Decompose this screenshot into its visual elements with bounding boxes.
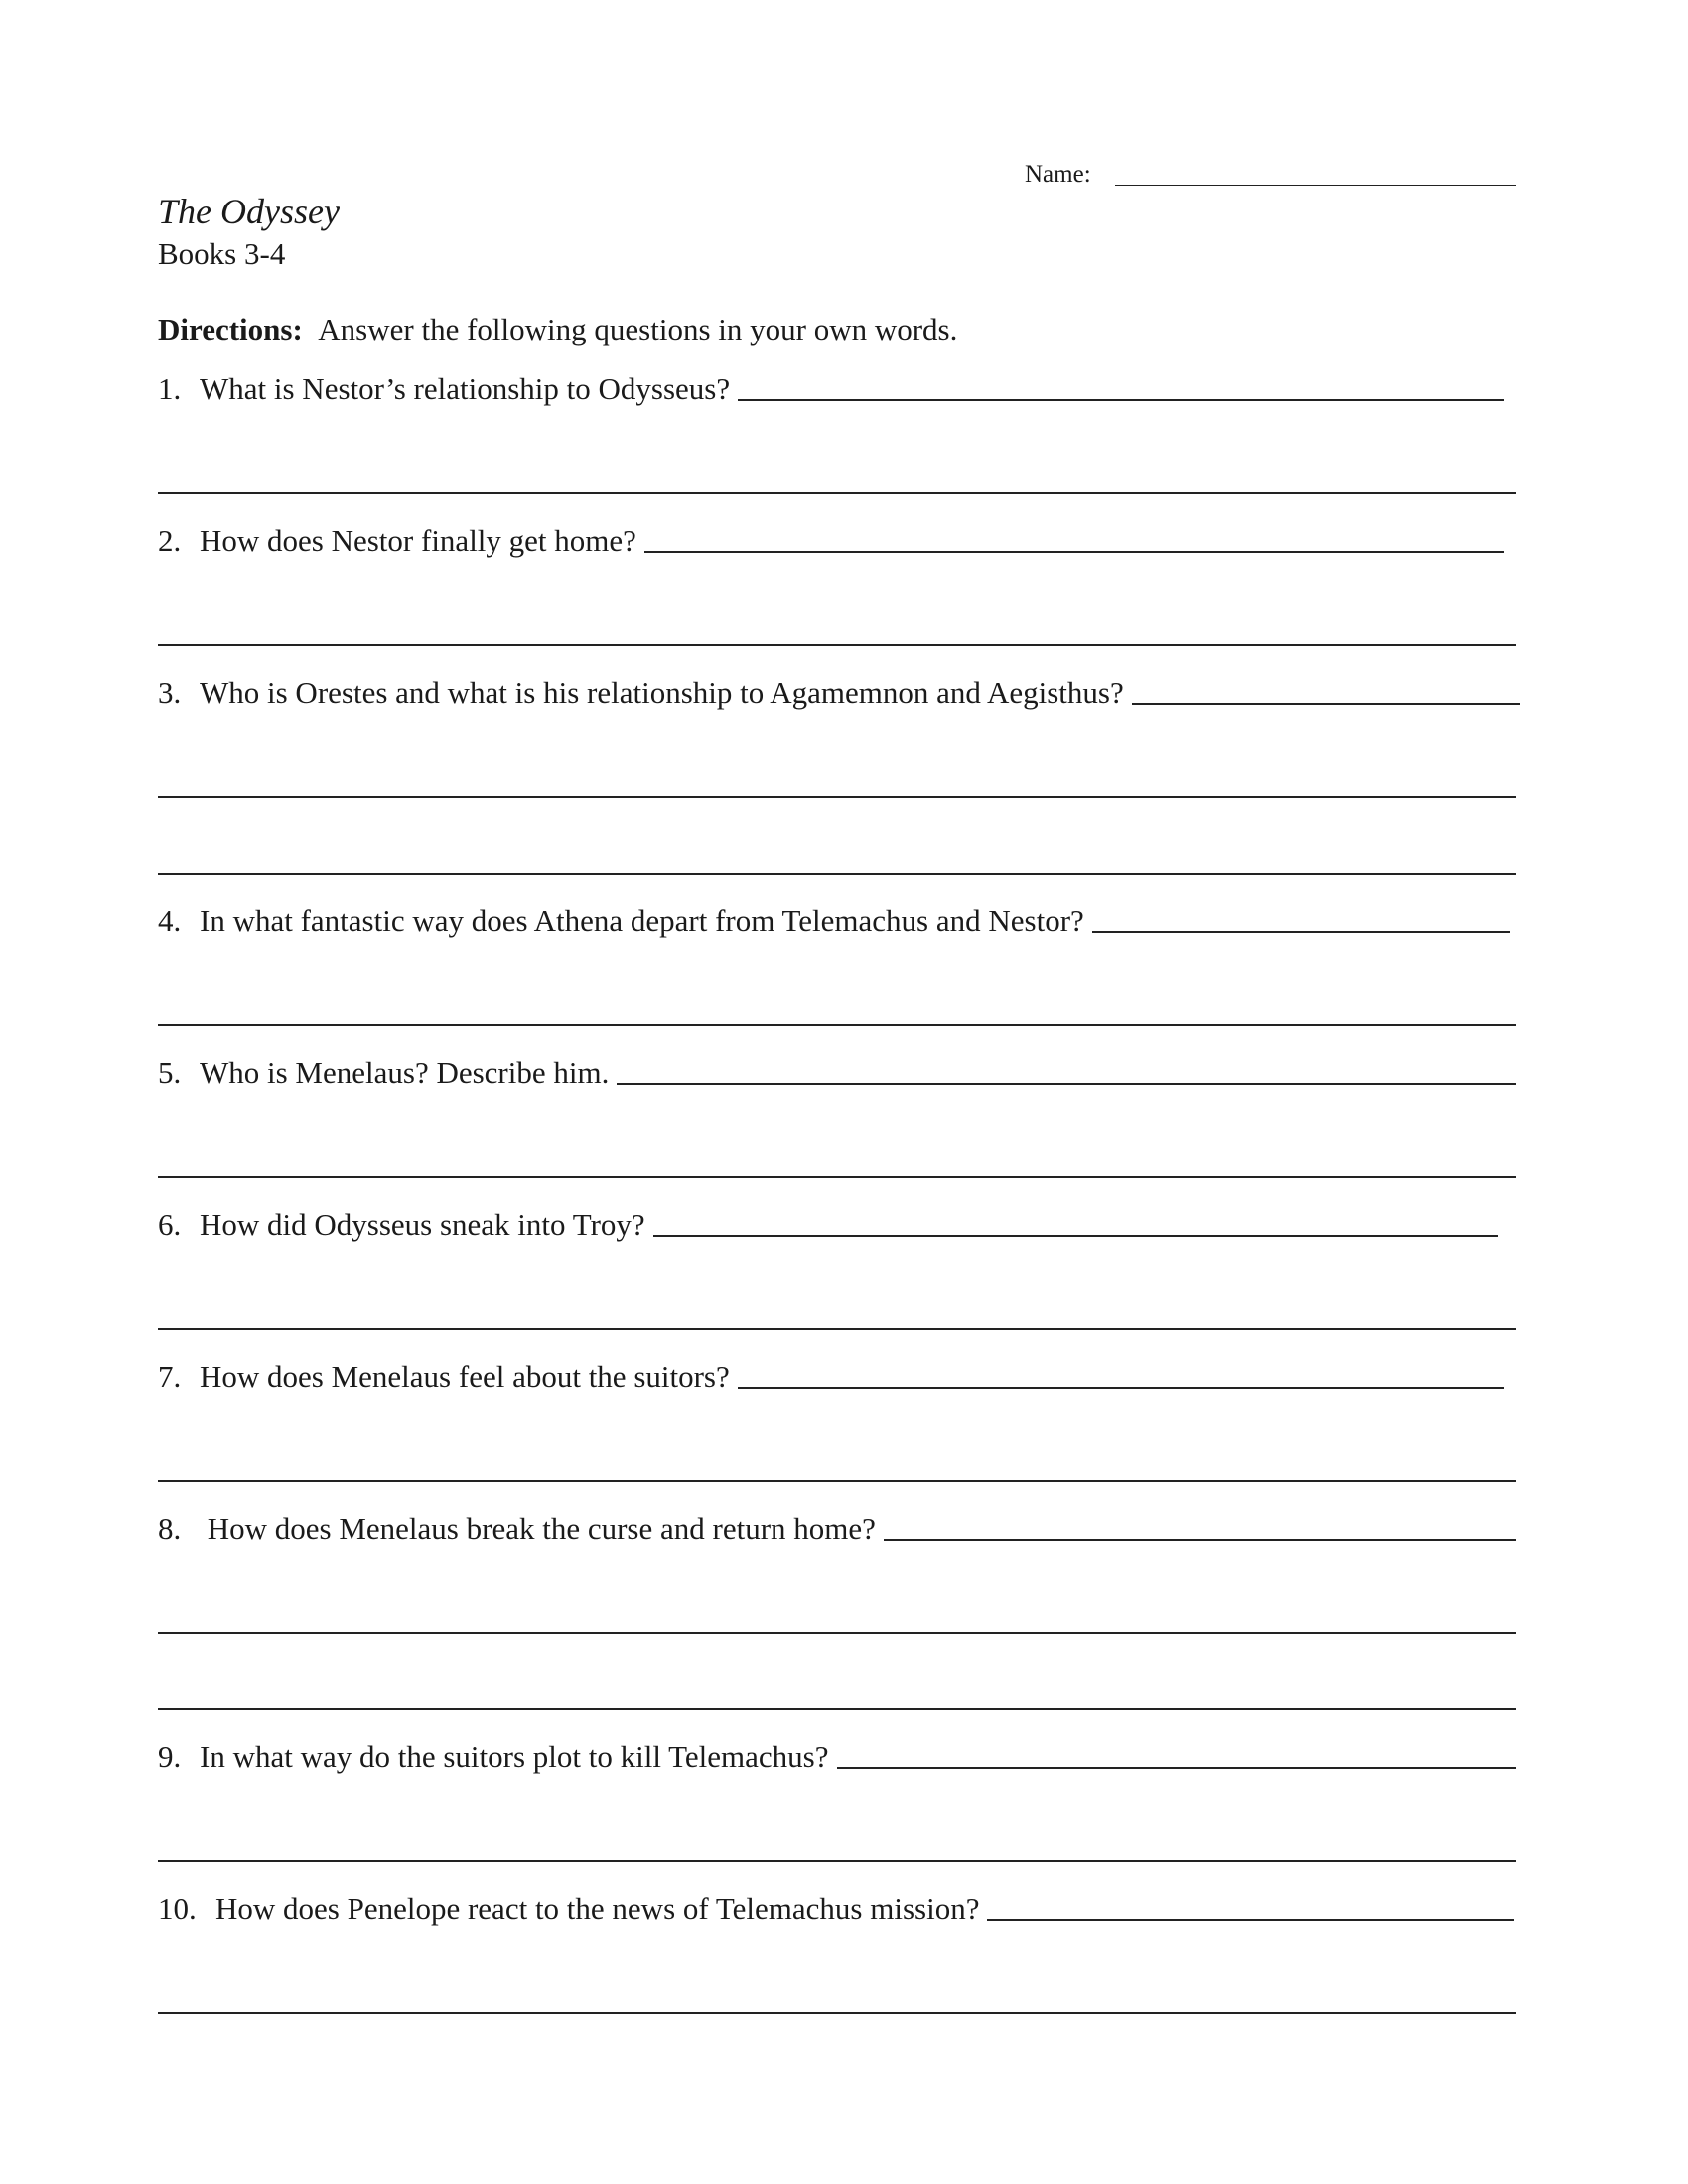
answer-line[interactable] bbox=[158, 1632, 1516, 1634]
answer-line[interactable] bbox=[738, 399, 1504, 401]
question-number: 2. bbox=[158, 523, 182, 558]
question-10 bbox=[158, 1887, 1514, 1927]
answer-line[interactable] bbox=[158, 1480, 1516, 1482]
answer-line[interactable] bbox=[158, 492, 1516, 494]
answer-line[interactable] bbox=[653, 1235, 1498, 1237]
worksheet-subtitle: Books 3-4 bbox=[158, 236, 286, 271]
question-text: How does Menelaus break the curse and return home? bbox=[200, 1511, 876, 1546]
question-3 bbox=[158, 671, 1520, 711]
answer-line[interactable] bbox=[158, 873, 1516, 875]
question-text: How does Nestor finally get home? bbox=[200, 523, 636, 558]
question-6 bbox=[158, 1203, 1498, 1243]
directions bbox=[158, 312, 957, 347]
question-number: 9. bbox=[158, 1739, 182, 1774]
answer-line[interactable] bbox=[158, 644, 1516, 646]
question-number: 4. bbox=[158, 903, 182, 938]
question-5 bbox=[158, 1051, 1516, 1091]
question-number: 5. bbox=[158, 1055, 182, 1090]
question-text: Who is Menelaus? Describe him. bbox=[200, 1055, 610, 1090]
question-text: What is Nestor’s relationship to Odysseus? bbox=[200, 371, 731, 406]
answer-line[interactable] bbox=[987, 1919, 1514, 1921]
question-text: How did Odysseus sneak into Troy? bbox=[200, 1207, 645, 1242]
answer-line[interactable] bbox=[837, 1767, 1516, 1769]
answer-line[interactable] bbox=[158, 1328, 1516, 1330]
answer-line[interactable] bbox=[158, 2012, 1516, 2014]
question-number: 8. bbox=[158, 1511, 182, 1546]
name-field[interactable] bbox=[1115, 185, 1516, 186]
answer-line[interactable] bbox=[158, 1860, 1516, 1862]
question-number: 3. bbox=[158, 675, 182, 710]
answer-line[interactable] bbox=[158, 1176, 1516, 1178]
directions-label: Directions: bbox=[158, 312, 303, 346]
question-7 bbox=[158, 1355, 1504, 1395]
question-text: In what way do the suitors plot to kill Telemachus? bbox=[200, 1739, 829, 1774]
question-number: 10. bbox=[158, 1891, 197, 1926]
answer-line[interactable] bbox=[158, 1708, 1516, 1710]
answer-line[interactable] bbox=[158, 1024, 1516, 1026]
question-9 bbox=[158, 1735, 1516, 1775]
question-number: 7. bbox=[158, 1359, 182, 1394]
question-number: 1. bbox=[158, 371, 182, 406]
answer-line[interactable] bbox=[884, 1539, 1516, 1541]
worksheet-title: The Odyssey bbox=[158, 192, 340, 231]
name-label: Name: bbox=[1025, 161, 1091, 188]
question-text: Who is Orestes and what is his relationship to Agamemnon and Aegisthus? bbox=[200, 675, 1124, 710]
answer-line[interactable] bbox=[158, 796, 1516, 798]
question-number: 6. bbox=[158, 1207, 182, 1242]
answer-line[interactable] bbox=[738, 1387, 1504, 1389]
answer-line[interactable] bbox=[617, 1083, 1516, 1085]
answer-line[interactable] bbox=[1092, 931, 1510, 933]
question-1 bbox=[158, 367, 1504, 407]
answer-line[interactable] bbox=[1132, 703, 1520, 705]
question-2 bbox=[158, 519, 1504, 559]
question-4 bbox=[158, 899, 1510, 939]
question-text: How does Menelaus feel about the suitors? bbox=[200, 1359, 730, 1394]
answer-line[interactable] bbox=[644, 551, 1504, 553]
question-text: How does Penelope react to the news of Telemachus mission? bbox=[215, 1891, 980, 1926]
question-8 bbox=[158, 1507, 1516, 1547]
question-text: In what fantastic way does Athena depart from Telemachus and Nestor? bbox=[200, 903, 1084, 938]
directions-text: Answer the following questions in your own words. bbox=[318, 312, 958, 346]
